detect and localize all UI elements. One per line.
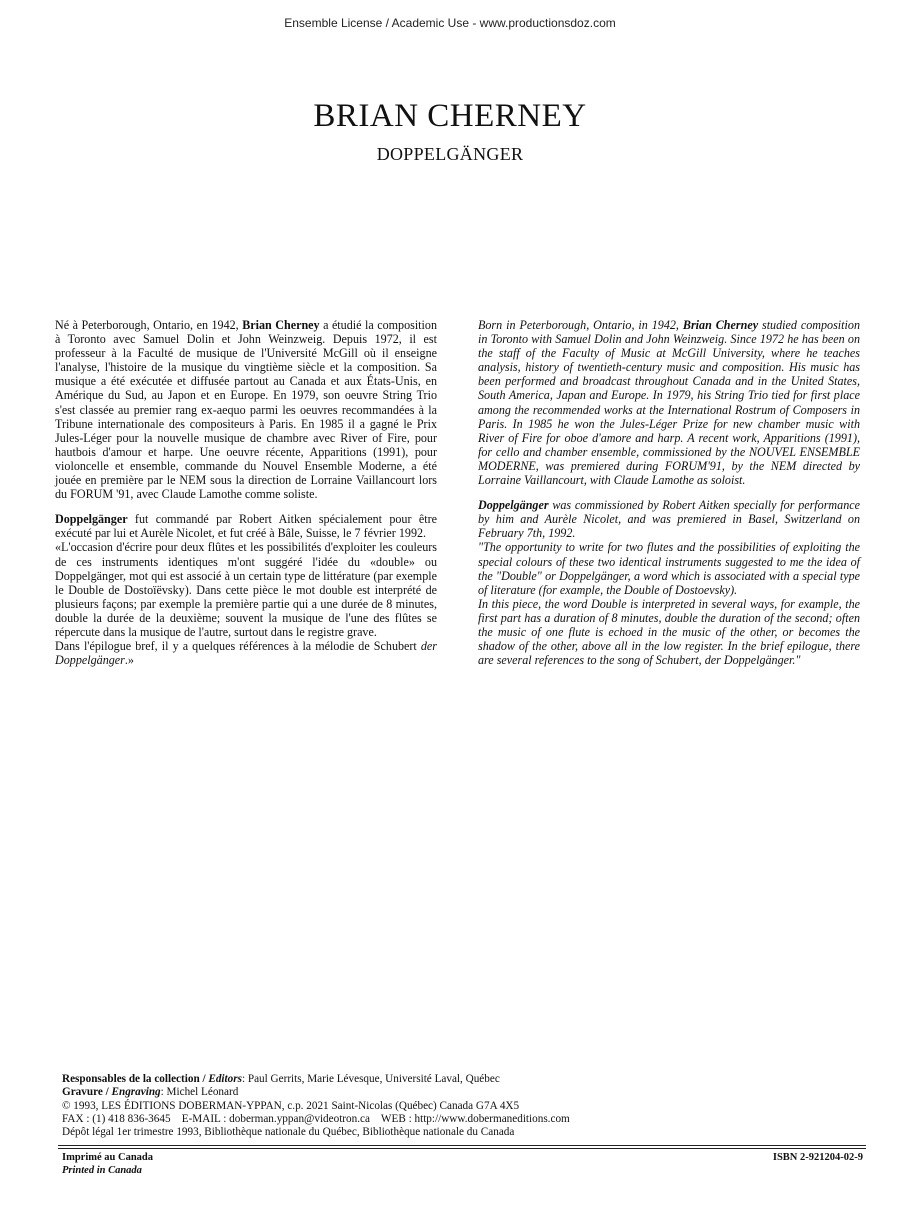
english-bio	[478, 318, 860, 487]
copyright-line: © 1993, LES ÉDITIONS DOBERMAN-YPPAN, c.p. 2021 Saint-Nicolas (Québec) Canada G7A 4X5	[62, 1099, 520, 1112]
engraving-label: Gravure /	[62, 1086, 112, 1099]
english-quote-2: In this piece, the word Double is interpreted in several ways, for example, the first part has a duration of 8 minutes, double the duration of the second; often the music of one flute is echoed in the music of the other, or becomes the shadow of the other, above all in the low register. In the brief epilogue, there are several references to the song of Schubert, der Doppelgänger."	[478, 596, 860, 668]
composer-name: BRIAN CHERNEY	[313, 98, 587, 134]
imprint-en: Printed in Canada	[62, 1164, 142, 1176]
legal-deposit-line: Dépôt légal 1er trimestre 1993, Bibliothèque nationale du Québec, Bibliothèque nationale du Canada	[62, 1126, 515, 1139]
editors-label-en: Editors	[208, 1073, 242, 1085]
french-quote-2	[55, 639, 437, 667]
french-bio-pre: Né à Peterborough, Ontario, en 1942,	[55, 318, 243, 332]
english-column	[478, 318, 860, 667]
footer-divider-bottom	[58, 1148, 866, 1149]
english-bio-name: Brian Cherney	[682, 318, 759, 332]
engraving-value: : Michel Léonard	[160, 1086, 239, 1099]
french-quote-2-end: .»	[124, 653, 134, 668]
work-title: DOPPELGÄNGER	[376, 144, 524, 164]
english-work-note	[478, 498, 860, 540]
french-bio-name: Brian Cherney	[242, 318, 320, 332]
english-work-note-text: was commissioned by Robert Aitken specially for performance by him and Aurèle Nicolet, and was premiered in Basel, Switzerland on February 7th, 1992.	[478, 498, 860, 541]
french-bio-text: a étudié la composition à Toronto avec Samuel Dolin et John Weinzweig. Depuis 1972, il est professeur à la Faculté de musique de l'Université McGill où il enseigne l'analyse, l'histoire de la musique du vingtième siècle et la composition. Sa musique a été exécutée et diffusée partout au Canada et aux États-Unis, en Amérique du Sud, au Japon et en Europe. En 1979, son oeuvre String Trio s'est classée au premier rang ex-aequo parmi les oeuvres recommandées à la Tribune internationale des compositeurs à Paris. En 1985 il a gagné le Prix Jules-Léger pour la nouvelle musique de chambre avec River of Fire, pour hautbois d'amour et harpe. Une oeuvre récente, Apparitions (1991), pour violoncelle et ensemble, commande du Nouvel Ensemble Moderne, a été jouée en première par le NEM sous la direction de Lorraine Vaillancourt lors du FORUM '91, avec Claude Lamothe comme soliste.	[55, 318, 437, 502]
contact-line: FAX : (1) 418 836-3645 E-MAIL : doberman.yppan@videotron.ca WEB : http://www.dobermaneditions.com	[62, 1112, 570, 1125]
engraving-label-en: Engraving	[111, 1086, 161, 1099]
credits	[62, 1073, 862, 1139]
french-work-note	[55, 512, 437, 540]
english-work-name: Doppelgänger	[478, 498, 549, 513]
editors-value: : Paul Gerrits, Marie Lévesque, Université Laval, Québec	[241, 1073, 500, 1085]
french-column	[55, 318, 437, 667]
isbn: ISBN 2-921204-02-9	[772, 1152, 863, 1163]
french-quote-2-text: Dans l'épilogue bref, il y a quelques références à la mélodie de Schubert	[55, 639, 421, 654]
french-bio	[55, 318, 437, 501]
credits-editors	[62, 1073, 862, 1086]
english-bio-pre: Born in Peterborough, Ontario, in 1942,	[478, 318, 683, 332]
french-work-note-text: fut commandé par Robert Aitken spécialement pour être exécuté par lui et Aurèle Nicolet, et fut créé à Bâle, Suisse, le 7 février 1992.	[55, 512, 437, 541]
french-quote-1: «L'occasion d'écrire pour deux flûtes et les possibilités d'exploiter les couleurs de ces instruments identiques m'ont suggéré l'idée du «double» ou Doppelgänger, mot qui est associé à un certain type de littérature (par exemple le Double de Dostoïëvsky). Dans cette pièce le mot double est interprété de plusieurs façons; par exemple la première partie qui a une durée de 8 minutes, double la durée de la deuxième; souvent la musique de l'une des flûtes se répercute dans la musique de l'autre, surtout dans le registre grave.	[55, 540, 437, 639]
french-quote-2-title: der Doppelgänger	[55, 639, 437, 668]
english-bio-text: studied composition in Toronto with Samuel Dolin and John Weinzweig. Since 1972 he has been on the staff of the Faculty of Music at McGill University, where he teaches analysis, history of twentieth-century music and composition. His music has been performed and broadcast throughout Canada and in the United States, South America, Japan and Europe. In 1979, his String Trio tied for first place among the recommended works at the International Rostrum of Composers in Paris. In 1985 he won the Jules-Léger Prize for new chamber music with River of Fire for oboe d'amore and harp. A recent work, Apparitions (1991), for cello and chamber ensemble, commissioned by the NOUVEL ENSEMBLE MODERNE, was premiered during FORUM'91, by the NEM directed by Lorraine Vaillancourt, with Claude Lamothe as soloist.	[478, 318, 860, 488]
editors-label: Responsables de la collection /	[62, 1073, 209, 1085]
imprint	[62, 1152, 153, 1177]
credits-engraving	[62, 1086, 862, 1099]
french-work-name: Doppelgänger	[55, 512, 128, 527]
english-quote-1: "The opportunity to write for two flutes and the possibilities of exploiting the special colours of these two identical instruments suggested to me the idea of the "Double" or Doppelgänger, a word which is associated with a special type of literature (for example, the Double of Dostoevsky).	[478, 540, 860, 597]
imprint-fr: Imprimé au Canada	[62, 1152, 154, 1163]
license-header: Ensemble License / Academic Use - www.productionsdoz.com	[284, 16, 616, 30]
footer-divider-top	[58, 1145, 866, 1146]
